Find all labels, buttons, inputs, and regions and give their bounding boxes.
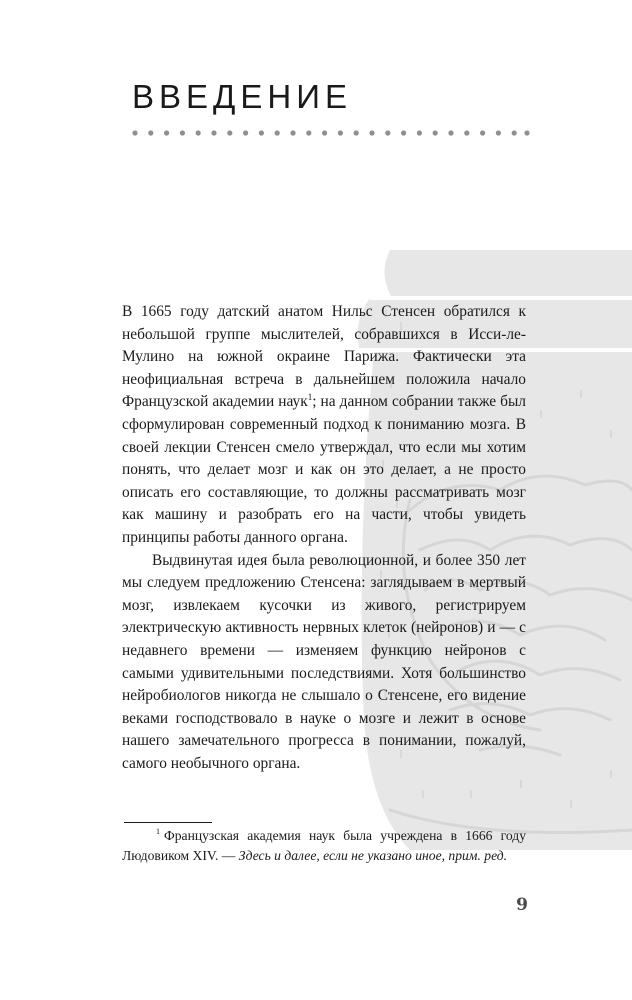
chapter-title: ВВЕДЕНИЕ — [132, 78, 352, 115]
paragraph-1-part-2: ; на данном собрании также был сформулирован современный подход к пониманию мозга. В своей лекции Стенсен смело утверждал, что если мы хотим понять, что делает мозг и как он это делает, а не просто описать его составляющие, то должны рассматривать мозг как машину и разобрать его на части, чтобы увидеть принципы работы данного органа. — [122, 393, 526, 546]
footnote-text: Французская академия наук была учреждена в 1666 году Людовиком XIV. — — [122, 828, 526, 863]
title-dotted-rule — [131, 127, 531, 139]
paragraph-1 — [122, 301, 526, 550]
footnote-reference[interactable]: 1 — [307, 392, 313, 403]
body-text — [122, 301, 526, 775]
footnote-editor-note: Здесь и далее, если не указано иное, прим. ред. — [238, 848, 508, 863]
footnote-marker: 1 — [156, 827, 160, 837]
footnote-separator — [124, 822, 212, 823]
paragraph-1-part-1: В 1665 году датский анатом Нильс Стенсен обратился к небольшой группе мыслителей, собравшихся в Исси-ле-Мулино на южной окраине Парижа. Фактически эта неофициальная встреча в дальнейшем положила начало Французской академии наук — [122, 303, 526, 411]
paragraph-2: Выдвинутая идея была революционной, и более 350 лет мы следуем предложению Стенсена: заглядываем в мертвый мозг, извлекаем кусочки из живого, регистрируем электрическую активность нервных клеток (нейронов) и — с недавнего времени — изменяем функцию нейронов с самыми удивительными последствиями. Хотя большинство нейробиологов никогда не слышало о Стенсене, его видение веками господствовало в науке о мозге и лежит в основе нашего замечательного прогресса в понимании, пожалуй, самого необычного органа. — [122, 551, 526, 772]
footnote — [122, 826, 526, 866]
page-number: 9 — [516, 895, 528, 915]
